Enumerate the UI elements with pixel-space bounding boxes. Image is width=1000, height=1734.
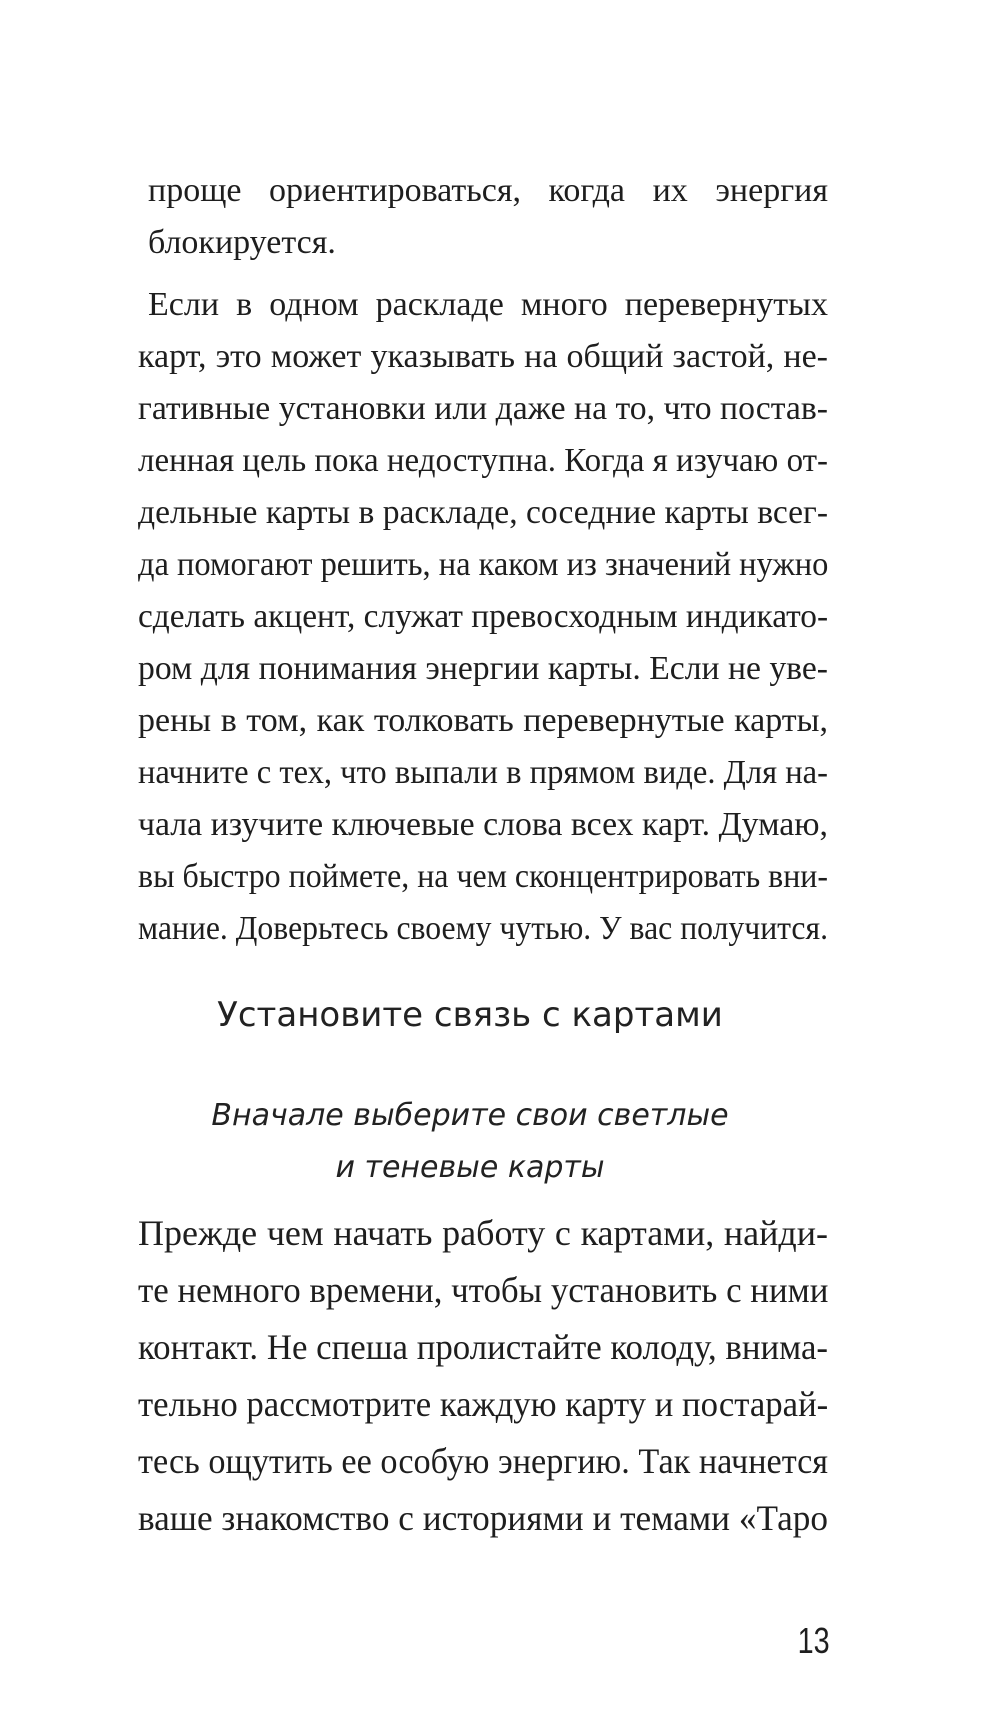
text-line: гативные установки или даже на то, что постав- [138, 390, 828, 427]
text-line: сделать акцент, служат превосходным индикато- [138, 598, 829, 635]
text-line: проще ориентироваться, когда их энергия [148, 172, 828, 209]
section-heading: Установите связь с картами [217, 995, 723, 1035]
text-line: вы быстро поймете, на чем сконцентрировать вни- [138, 858, 828, 895]
text-line: да помогают решить, на каком из значений нужно [138, 546, 829, 583]
text-line: контакт. Не спеша пролистайте колоду, внима- [138, 1327, 829, 1367]
text-line: чала изучите ключевые слова всех карт. Думаю, [138, 806, 828, 843]
paragraph-reversed-cards [138, 279, 828, 955]
text-line: ленная цель пока недоступна. Когда я изучаю от- [138, 442, 828, 479]
text-line: блокируется. [148, 224, 336, 261]
subheading-line: и теневые карты [335, 1150, 605, 1185]
text-line: те немного времени, чтобы установить с ними [138, 1270, 829, 1310]
text-line: карт, это может указывать на общий застой, не- [138, 338, 828, 375]
text-line: тельно рассмотрите каждую карту и постарай- [138, 1384, 829, 1424]
text-line: ваше знакомство с историями и темами «Таро [138, 1498, 828, 1538]
text-line: тесь ощутить ее особую энергию. Так начнется [138, 1441, 828, 1481]
text-line: рены в том, как толковать перевернутые карты, [138, 702, 828, 739]
subheading-line: Вначале выберите свои светлые [211, 1098, 729, 1133]
text-line: Прежде чем начать работу с картами, найди- [138, 1213, 828, 1253]
paragraph-connect [138, 1205, 828, 1547]
text-line: мание. Доверьтесь своему чутью. У вас получится. [138, 910, 828, 947]
text-line: начните с тех, что выпали в прямом виде. Для на- [138, 754, 828, 791]
text-line: ром для понимания энергии карты. Если не уве- [138, 650, 828, 687]
page-number: 13 [797, 1620, 830, 1661]
paragraph-continued [138, 165, 828, 269]
text-line: дельные карты в раскладе, соседние карты всег- [138, 494, 828, 531]
text-line: Если в одном раскладе много перевернутых [148, 286, 828, 323]
